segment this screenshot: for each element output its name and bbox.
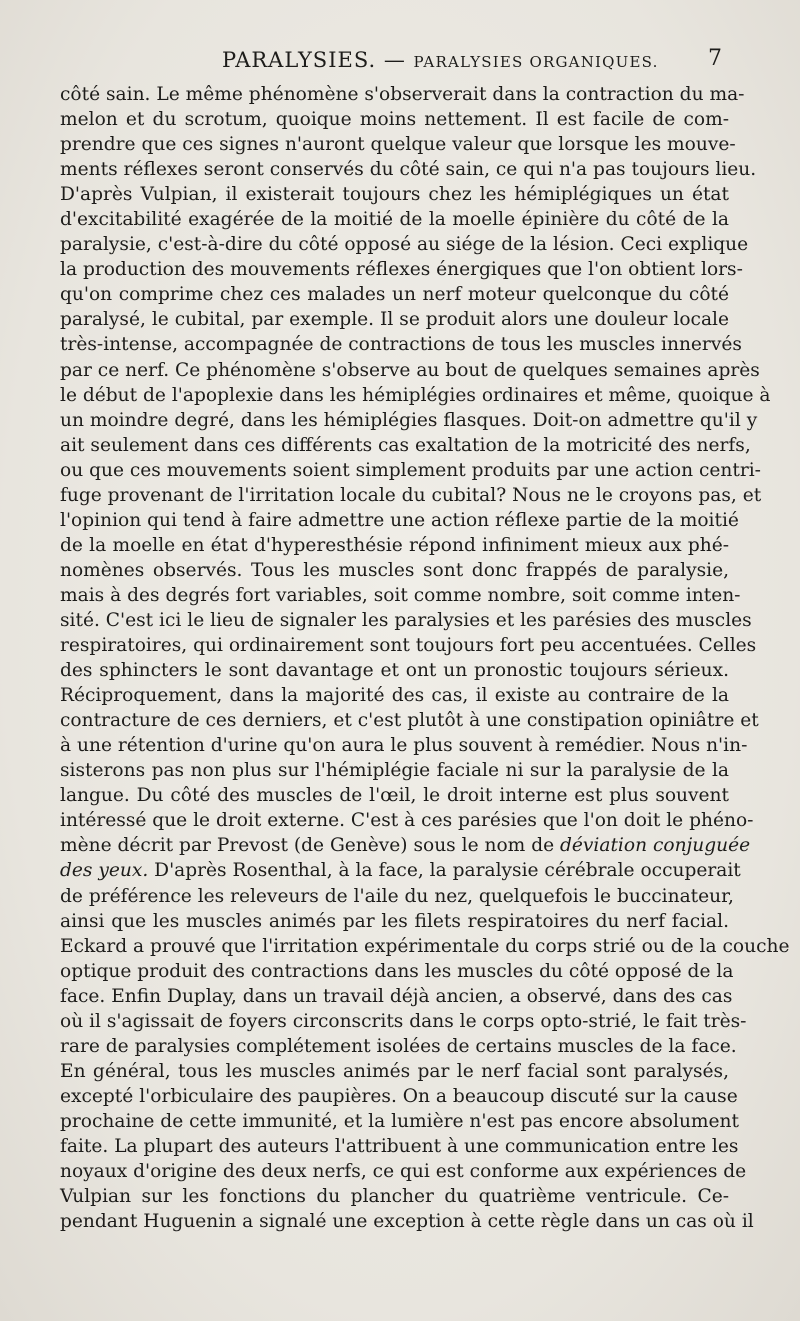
chapter-title: PARALYSIES.: [222, 48, 377, 72]
text-line: face. Enfin Duplay, dans un travail déjà ancien, a observé, dans des cas: [60, 985, 733, 1007]
text-line: côté sain. Le même phénomène s'observerait dans la contraction du ma-: [60, 84, 745, 105]
text-line: D'après Vulpian, il existerait toujours chez les hémiplégiques un état: [60, 184, 729, 206]
text-line: prendre que ces signes n'auront quelque valeur que lorsque les mouve-: [60, 134, 736, 156]
text-line: ments réflexes seront conservés du côté sain, ce qui n'a pas toujours lieu.: [60, 159, 757, 181]
title-separator: —: [383, 48, 406, 72]
text-line: l'opinion qui tend à faire admettre une action réflexe partie de la moitié: [60, 509, 739, 531]
running-head: [62, 44, 730, 76]
text-line: intéressé que le droit externe. C'est à ces parésies que l'on doit le phéno-: [60, 810, 754, 832]
text-line: qu'on comprime chez ces malades un nerf moteur quelconque du côté: [60, 284, 729, 306]
text-line: très-intense, accompagnée de contractions de tous les muscles innervés: [60, 334, 742, 356]
text-line: pendant Huguenin a signalé une exception à cette règle dans un cas où il: [60, 1211, 754, 1233]
text-line: où il s'agissait de foyers circonscrits dans le corps opto-strié, le fait très-: [60, 1010, 747, 1032]
text-line: ait seulement dans ces différents cas exaltation de la motricité des nerfs,: [60, 434, 751, 456]
text-line: de la moelle en état d'hyperesthésie répond infiniment mieux aux phé-: [60, 534, 729, 556]
text-line: prochaine de cette immunité, et la lumière n'est pas encore absolument: [60, 1110, 739, 1132]
text-line: fuge provenant de l'irritation locale du cubital? Nous ne le croyons pas, et: [60, 484, 762, 506]
text-line: la production des mouvements réflexes énergiques que l'on obtient lors-: [60, 259, 743, 281]
text-line: noyaux d'origine des deux nerfs, ce qui est conforme aux expériences de: [60, 1161, 747, 1183]
text-line: Eckard a prouvé que l'irritation expérimentale du corps strié ou de la couche: [60, 935, 790, 957]
text-line: par ce nerf. Ce phénomène s'observe au bout de quelques semaines après: [60, 359, 760, 381]
running-head-title: [222, 48, 659, 72]
text-line: d'excitabilité exagérée de la moitié de la moelle épinière du côté de la: [60, 209, 729, 231]
text-line: contracture de ces derniers, et c'est plutôt à une constipation opiniâtre et: [60, 710, 759, 732]
text-line: nomènes observés. Tous les muscles sont donc frappés de paralysie,: [60, 559, 729, 581]
page-number: 7: [708, 46, 722, 71]
italic-term: des yeux.: [60, 860, 149, 882]
text-line: melon et du scrotum, quoique moins nettement. Il est facile de com-: [60, 109, 729, 131]
text-line: de préférence les releveurs de l'aile du nez, quelquefois le buccinateur,: [60, 885, 734, 907]
text-line: des sphincters le sont davantage et ont un pronostic toujours sérieux.: [60, 660, 729, 682]
text-line: langue. Du côté des muscles de l'œil, le droit interne est plus souvent: [60, 785, 729, 807]
text-line: paralysé, le cubital, par exemple. Il se produit alors une douleur locale: [60, 309, 729, 331]
text-line: Vulpian sur les fonctions du plancher du quatrième ventricule. Ce-: [60, 1186, 729, 1208]
text-line: rare de paralysies complétement isolées de certains muscles de la face.: [60, 1035, 737, 1057]
body-text: [60, 82, 790, 1234]
text-line: Réciproquement, dans la majorité des cas, il existe au contraire de la: [60, 685, 729, 707]
text-line: excepté l'orbiculaire des paupières. On a beaucoup discuté sur la cause: [60, 1085, 738, 1107]
text-line: optique produit des contractions dans les muscles du côté opposé de la: [60, 960, 734, 982]
italic-term: déviation conjuguée: [560, 835, 751, 857]
text-line: mais à des degrés fort variables, soit comme nombre, soit comme inten-: [60, 584, 741, 606]
text-line: le début de l'apoplexie dans les hémiplégies ordinaires et même, quoique à: [60, 384, 771, 406]
text-line: paralysie, c'est-à-dire du côté opposé au siége de la lésion. Ceci explique: [60, 234, 749, 256]
text-line: sisterons pas non plus sur l'hémiplégie faciale ni sur la paralysie de la: [60, 760, 729, 782]
text-line: ainsi que les muscles animés par les filets respiratoires du nerf facial.: [60, 910, 729, 932]
text-line: à une rétention d'urine qu'on aura le plus souvent à remédier. Nous n'in-: [60, 735, 748, 757]
text-line: mène décrit par Prevost (de Genève) sous le nom de déviation conjuguée: [60, 835, 751, 857]
text-line: un moindre degré, dans les hémiplégies flasques. Doit-on admettre qu'il y: [60, 409, 758, 431]
text-line: En général, tous les muscles animés par le nerf facial sont paralysés,: [60, 1060, 729, 1082]
section-title: PARALYSIES ORGANIQUES.: [413, 53, 659, 71]
text-line: des yeux. D'après Rosenthal, à la face, la paralysie cérébrale occuperait: [60, 860, 741, 882]
text-line: ou que ces mouvements soient simplement produits par une action centri-: [60, 459, 761, 481]
text-line: respiratoires, qui ordinairement sont toujours fort peu accentuées. Celles: [60, 635, 757, 657]
text-line: sité. C'est ici le lieu de signaler les paralysies et les parésies des muscles: [60, 609, 752, 631]
text-line: faite. La plupart des auteurs l'attribuent à une communication entre les: [60, 1135, 739, 1157]
